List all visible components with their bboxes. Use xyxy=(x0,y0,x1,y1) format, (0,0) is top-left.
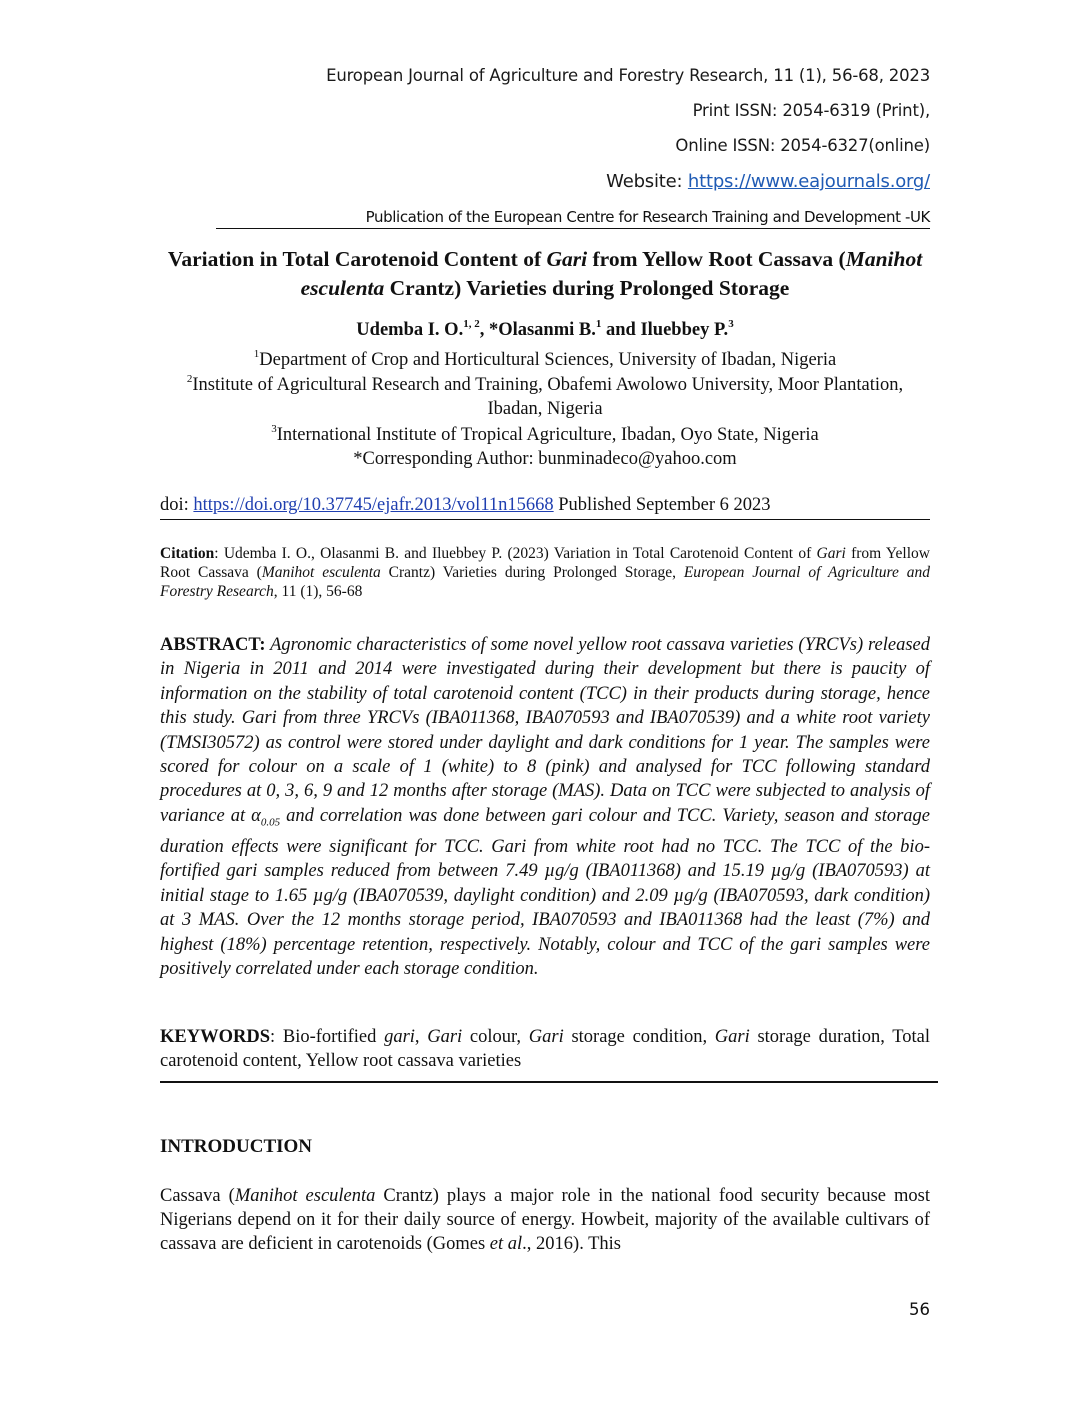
citation-text: from Yellow Root Cassava ( xyxy=(160,545,930,581)
keyword-gari: Gari xyxy=(714,1027,750,1047)
paper-title xyxy=(160,245,930,303)
affiliation-sup: 2 xyxy=(186,373,193,385)
introduction-heading: INTRODUCTION xyxy=(160,1136,313,1157)
author-name: and Iluebbey P. xyxy=(601,320,729,340)
affiliation-sup: 3 xyxy=(271,423,277,435)
affiliation-text: International Institute of Tropical Agriculture, Ibadan, Oyo State, Nigeria xyxy=(276,425,819,445)
citation-text: Crantz) Varieties during Prolonged Storage, xyxy=(380,564,684,581)
affiliation-1 xyxy=(160,348,930,372)
abstract-label: ABSTRACT: xyxy=(160,635,266,655)
citation-text: : Udemba I. O., Olasanmi B. and Iluebbey P. (2023) Variation in Total Carotenoid Content of xyxy=(214,545,817,562)
author-sup: 1 xyxy=(595,318,602,330)
affiliation-text: Institute of Agricultural Research and Training, Obafemi Awolowo University, Moor Plantation, Ibadan, Nigeria xyxy=(192,375,904,419)
corresponding-author: *Corresponding Author: bunminadeco@yahoo.com xyxy=(353,449,737,469)
abstract-text: Agronomic characteristics of some novel yellow root cassava varieties (YRCVs) released in Nigeria in 2011 and 2014 were investigated during their development but there is paucity of information on the stability of total carotenoid content (TCC) in their products during storage, hence this study. Gari from three YRCVs (IBA011368, IBA070593 and IBA070539) and a white root variety (TMSI30572) as control were stored under daylight and dark conditions for 1 year. The samples were scored for colour on a scale of 1 (white) to 8 (pink) and analysed for TCC following standard procedures at 0, 3, 6, 9 and 12 months after storage (MAS). Data on TCC were subjected to analysis of variance at α xyxy=(160,635,930,826)
citation-species: Manihot esculenta xyxy=(261,564,381,581)
doi-label: doi: xyxy=(160,495,194,515)
intro-text: Crantz) plays a major role in the national food security because most Nigerians depend on it for their daily source of energy. Howbeit, majority of the available cultivars of cassava are deficient in carotenoids (Gomes xyxy=(160,1186,930,1254)
affiliation-2 xyxy=(160,373,930,421)
author-sup: 1, 2 xyxy=(463,318,480,330)
author-list xyxy=(160,320,930,341)
intro-text: ., 2016). This xyxy=(522,1234,621,1254)
website-link[interactable]: https://www.eajournals.org/ xyxy=(687,171,930,192)
introduction-paragraph xyxy=(160,1184,930,1256)
publisher-line: Publication of the European Centre for Research Training and Development -UK xyxy=(216,208,930,229)
affiliation-sup: 1 xyxy=(253,348,260,360)
keywords-text: storage duration, Total carotenoid content, Yellow root cassava varieties xyxy=(160,1027,930,1071)
abstract xyxy=(160,633,930,981)
affiliation-3 xyxy=(160,423,930,447)
doi-link[interactable]: https://doi.org/10.37745/ejafr.2013/vol11n15668 xyxy=(193,495,554,515)
affiliation-text: Department of Crop and Horticultural Sciences, University of Ibadan, Nigeria xyxy=(259,350,837,370)
citation-gari: Gari xyxy=(816,545,846,562)
title-text: Crantz) Varieties during Prolonged Storage xyxy=(384,276,790,300)
intro-species: Manihot esculenta xyxy=(234,1186,376,1206)
citation-label: Citation xyxy=(160,545,215,562)
title-gari: Gari xyxy=(546,247,588,271)
journal-citation-line: European Journal of Agriculture and Forestry Research, 11 (1), 56-68, 2023 xyxy=(326,66,930,85)
published-date: Published September 6 2023 xyxy=(553,495,771,515)
citation-text: , 11 (1), 56-68 xyxy=(273,583,363,600)
title-species: Manihot esculenta xyxy=(300,247,923,300)
author-sup: 3 xyxy=(728,318,734,330)
page-number: 56 xyxy=(909,1300,930,1319)
print-issn: Print ISSN: 2054-6319 (Print), xyxy=(692,101,930,120)
keyword-gari: gari xyxy=(384,1027,415,1047)
keywords-text: colour, xyxy=(462,1027,529,1047)
abstract-text: and correlation was done between gari colour and TCC. Variety, season and storage duration effects were significant for TCC. Gari from white root had no TCC. The TCC of the bio-fortified gari samples reduced from between 7.49 µg/g (IBA011368) and 15.19 µg/g (IBA070593) at initial stage to 1.65 µg/g (IBA070539, daylight condition) and 2.09 µg/g (IBA070593, dark condition) at 3 MAS. Over the 12 months storage period, IBA070593 and IBA011368 had the least (7%) and highest (18%) percentage retention, respectively. Notably, colour and TCC of the gari samples were positively correlated under each storage condition. xyxy=(160,805,931,979)
keywords-text: , xyxy=(414,1027,428,1047)
keyword-gari: Gari xyxy=(528,1027,564,1047)
alpha-subscript: 0.05 xyxy=(260,816,281,829)
doi-line xyxy=(160,495,930,520)
title-text: Variation in Total Carotenoid Content of xyxy=(167,247,547,271)
title-text: from Yellow Root Cassava ( xyxy=(587,247,846,271)
keywords-text: : Bio-fortified xyxy=(270,1027,385,1047)
intro-text: Cassava ( xyxy=(160,1186,235,1206)
keyword-gari: Gari xyxy=(427,1027,463,1047)
citation-block xyxy=(160,544,930,601)
intro-etal: et al xyxy=(489,1234,523,1254)
keywords-label: KEYWORDS xyxy=(160,1027,270,1047)
keywords xyxy=(160,1025,930,1073)
author-name: , *Olasanmi B. xyxy=(479,320,596,340)
website-label: Website: xyxy=(606,171,688,192)
keywords-text: storage condition, xyxy=(563,1027,715,1047)
website-line xyxy=(606,171,930,192)
abstract-body xyxy=(160,635,930,979)
author-name: Udemba I. O. xyxy=(356,320,464,340)
online-issn: Online ISSN: 2054-6327(online) xyxy=(675,136,930,155)
section-divider xyxy=(160,1081,938,1083)
citation-journal: European Journal of Agriculture and Forestry Research xyxy=(160,564,931,600)
